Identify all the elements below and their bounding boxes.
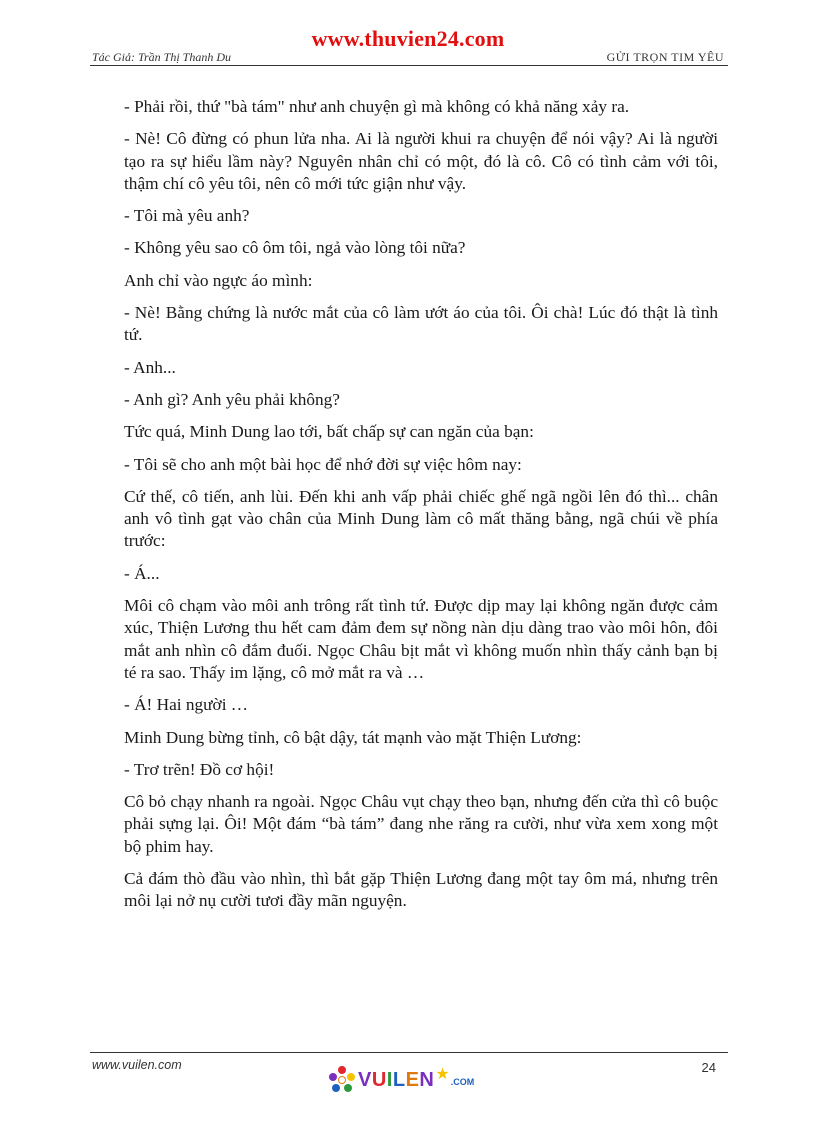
book-title-header: GỬI TRỌN TIM YÊU (606, 50, 724, 64)
author-header: Tác Giả: Trần Thị Thanh Du (92, 50, 232, 64)
paragraph: Minh Dung bừng tỉnh, cô bật dậy, tát mạnh vào mặt Thiện Lương: (124, 727, 582, 747)
paragraph: - Phải rồi, thứ "bà tám" như anh chuyện gì mà không có khả năng xảy ra. (124, 97, 630, 116)
paragraph: - Tôi mà yêu anh? (124, 206, 250, 226)
footer-divider (90, 1052, 728, 1053)
paragraph: - Anh... (124, 357, 176, 377)
footer-website[interactable]: www.vuilen.com (92, 1058, 182, 1072)
star-icon: ★ (435, 1066, 450, 1083)
paragraph: - Tôi sẽ cho anh một bài học để nhớ đời sự việc hôm nay: (124, 454, 522, 474)
paragraph: Cô bỏ chạy nhanh ra ngoài. Ngọc Châu vụt chạy theo bạn, nhưng đến cửa thì cô buộc phải sựng lại. Ôi! Một đám “bà tám” đang nhe răng ra cười, như vừa xem xong một bộ phim hay. (124, 792, 718, 856)
paragraph: Cả đám thò đầu vào nhìn, thì bắt gặp Thiện Lương đang một tay ôm má, nhưng trên môi lại nở nụ cười tươi đầy mãn nguyện. (124, 869, 718, 911)
paragraph: - Á... (124, 563, 160, 583)
site-url[interactable]: www.thuvien24.com (311, 26, 505, 51)
body-text (124, 96, 718, 923)
page-number: 24 (701, 1060, 716, 1075)
paragraph: - Nè! Cô đừng có phun lửa nha. Ai là người khui ra chuyện để nói vậy? Ai là người tạo ra sự hiểu lầm này? Nguyên nhân chỉ có một, đó là cô. Cô có tình cảm với tôi, thậm chí cô yêu tôi, nên cô mới tức giận như vậy. (124, 129, 718, 193)
paragraph: Tức quá, Minh Dung lao tới, bất chấp sự can ngăn của bạn: (124, 422, 534, 442)
paragraph: Cứ thế, cô tiến, anh lùi. Đến khi anh vấp phải chiếc ghế ngã ngồi lên đó thì... chân anh vô tình gạt vào chân của Minh Dung làm cô mất thăng bằng, ngã chúi về phía trước: (124, 486, 718, 551)
paragraph: - Nè! Bằng chứng là nước mắt của cô làm ướt áo của tôi. Ôi chà! Lúc đó thật là tình tứ. (124, 303, 718, 345)
paragraph: Môi cô chạm vào môi anh trông rất tình tứ. Được dịp may lại không ngăn được cảm xúc, Thiện Lương thu hết cam đảm đem sự nồng nàn dịu dàng trao vào môi hôn, đôi mắt anh nhìn cô đắm đuối. Ngọc Châu bịt mắt vì không muốn nhìn thấy cảnh bạn bị té ra sao. Thấy im lặng, cô mở mắt ra và … (124, 596, 718, 682)
paragraph: - Á! Hai người … (124, 695, 249, 715)
paragraph: - Anh gì? Anh yêu phải không? (124, 389, 340, 409)
paragraph: Anh chỉ vào ngực áo mình: (124, 270, 313, 290)
flower-icon (328, 1066, 356, 1094)
vuilen-logo-icon: VUILEN ★ .COM (328, 1062, 484, 1098)
paragraph: - Không yêu sao cô ôm tôi, ngả vào lòng tôi nữa? (124, 238, 466, 258)
header-divider (90, 65, 728, 66)
paragraph: - Trơ trẽn! Đồ cơ hội! (124, 759, 275, 779)
